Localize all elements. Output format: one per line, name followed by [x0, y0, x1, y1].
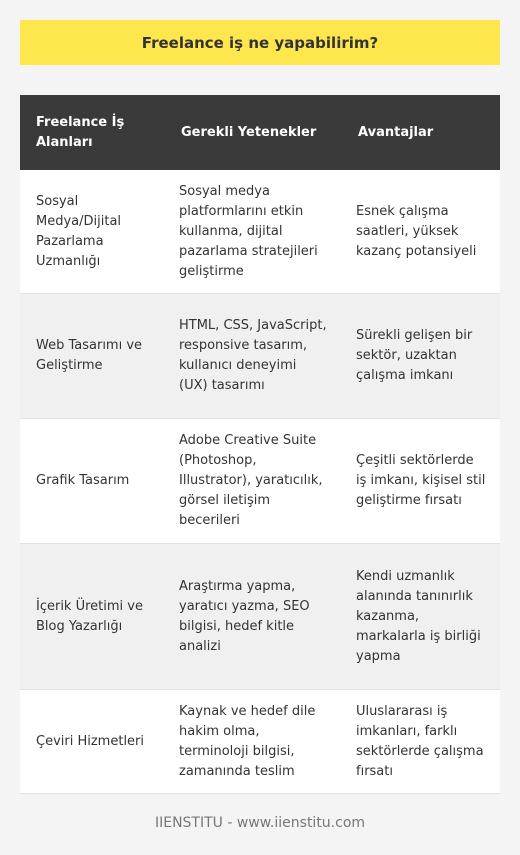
table-row [20, 170, 500, 294]
page-title: Freelance iş ne yapabilirim? [141, 33, 379, 52]
table-row [20, 294, 500, 419]
freelance-table [20, 95, 500, 794]
table-row [20, 690, 500, 794]
cell-area: İçerik Üretimi ve Blog Yazarlığı [20, 544, 165, 690]
cell-skills: Araştırma yapma, yaratıcı yazma, SEO bilgisi, hedef kitle analizi [165, 544, 342, 690]
cell-advantages: Esnek çalışma saatleri, yüksek kazanç potansiyeli [342, 170, 500, 294]
table-header-row [20, 95, 500, 170]
header-cell-areas: Freelance İş Alanları [20, 95, 165, 170]
table-row [20, 544, 500, 690]
title-banner [20, 20, 500, 65]
cell-advantages: Sürekli gelişen bir sektör, uzaktan çalışma imkanı [342, 294, 500, 419]
cell-skills: Adobe Creative Suite (Photoshop, Illustrator), yaratıcılık, görsel iletişim becerileri [165, 419, 342, 544]
cell-area: Çeviri Hizmetleri [20, 690, 165, 794]
cell-skills: Sosyal medya platformlarını etkin kullanma, dijital pazarlama stratejileri geliştirme [165, 170, 342, 294]
header-cell-advantages: Avantajlar [342, 95, 500, 170]
cell-advantages: Kendi uzmanlık alanında tanınırlık kazanma, markalarla iş birliği yapma [342, 544, 500, 690]
cell-area: Sosyal Medya/Dijital Pazarlama Uzmanlığı [20, 170, 165, 294]
cell-area: Web Tasarımı ve Geliştirme [20, 294, 165, 419]
table-row [20, 419, 500, 544]
cell-skills: Kaynak ve hedef dile hakim olma, terminoloji bilgisi, zamanında teslim [165, 690, 342, 794]
header-cell-skills: Gerekli Yetenekler [165, 95, 342, 170]
cell-advantages: Çeşitli sektörlerde iş imkanı, kişisel stil geliştirme fırsatı [342, 419, 500, 544]
cell-skills: HTML, CSS, JavaScript, responsive tasarım, kullanıcı deneyimi (UX) tasarımı [165, 294, 342, 419]
footer-credit: IIENSTITU - www.iienstitu.com [154, 815, 366, 831]
cell-area: Grafik Tasarım [20, 419, 165, 544]
cell-advantages: Uluslararası iş imkanları, farklı sektörlerde çalışma fırsatı [342, 690, 500, 794]
